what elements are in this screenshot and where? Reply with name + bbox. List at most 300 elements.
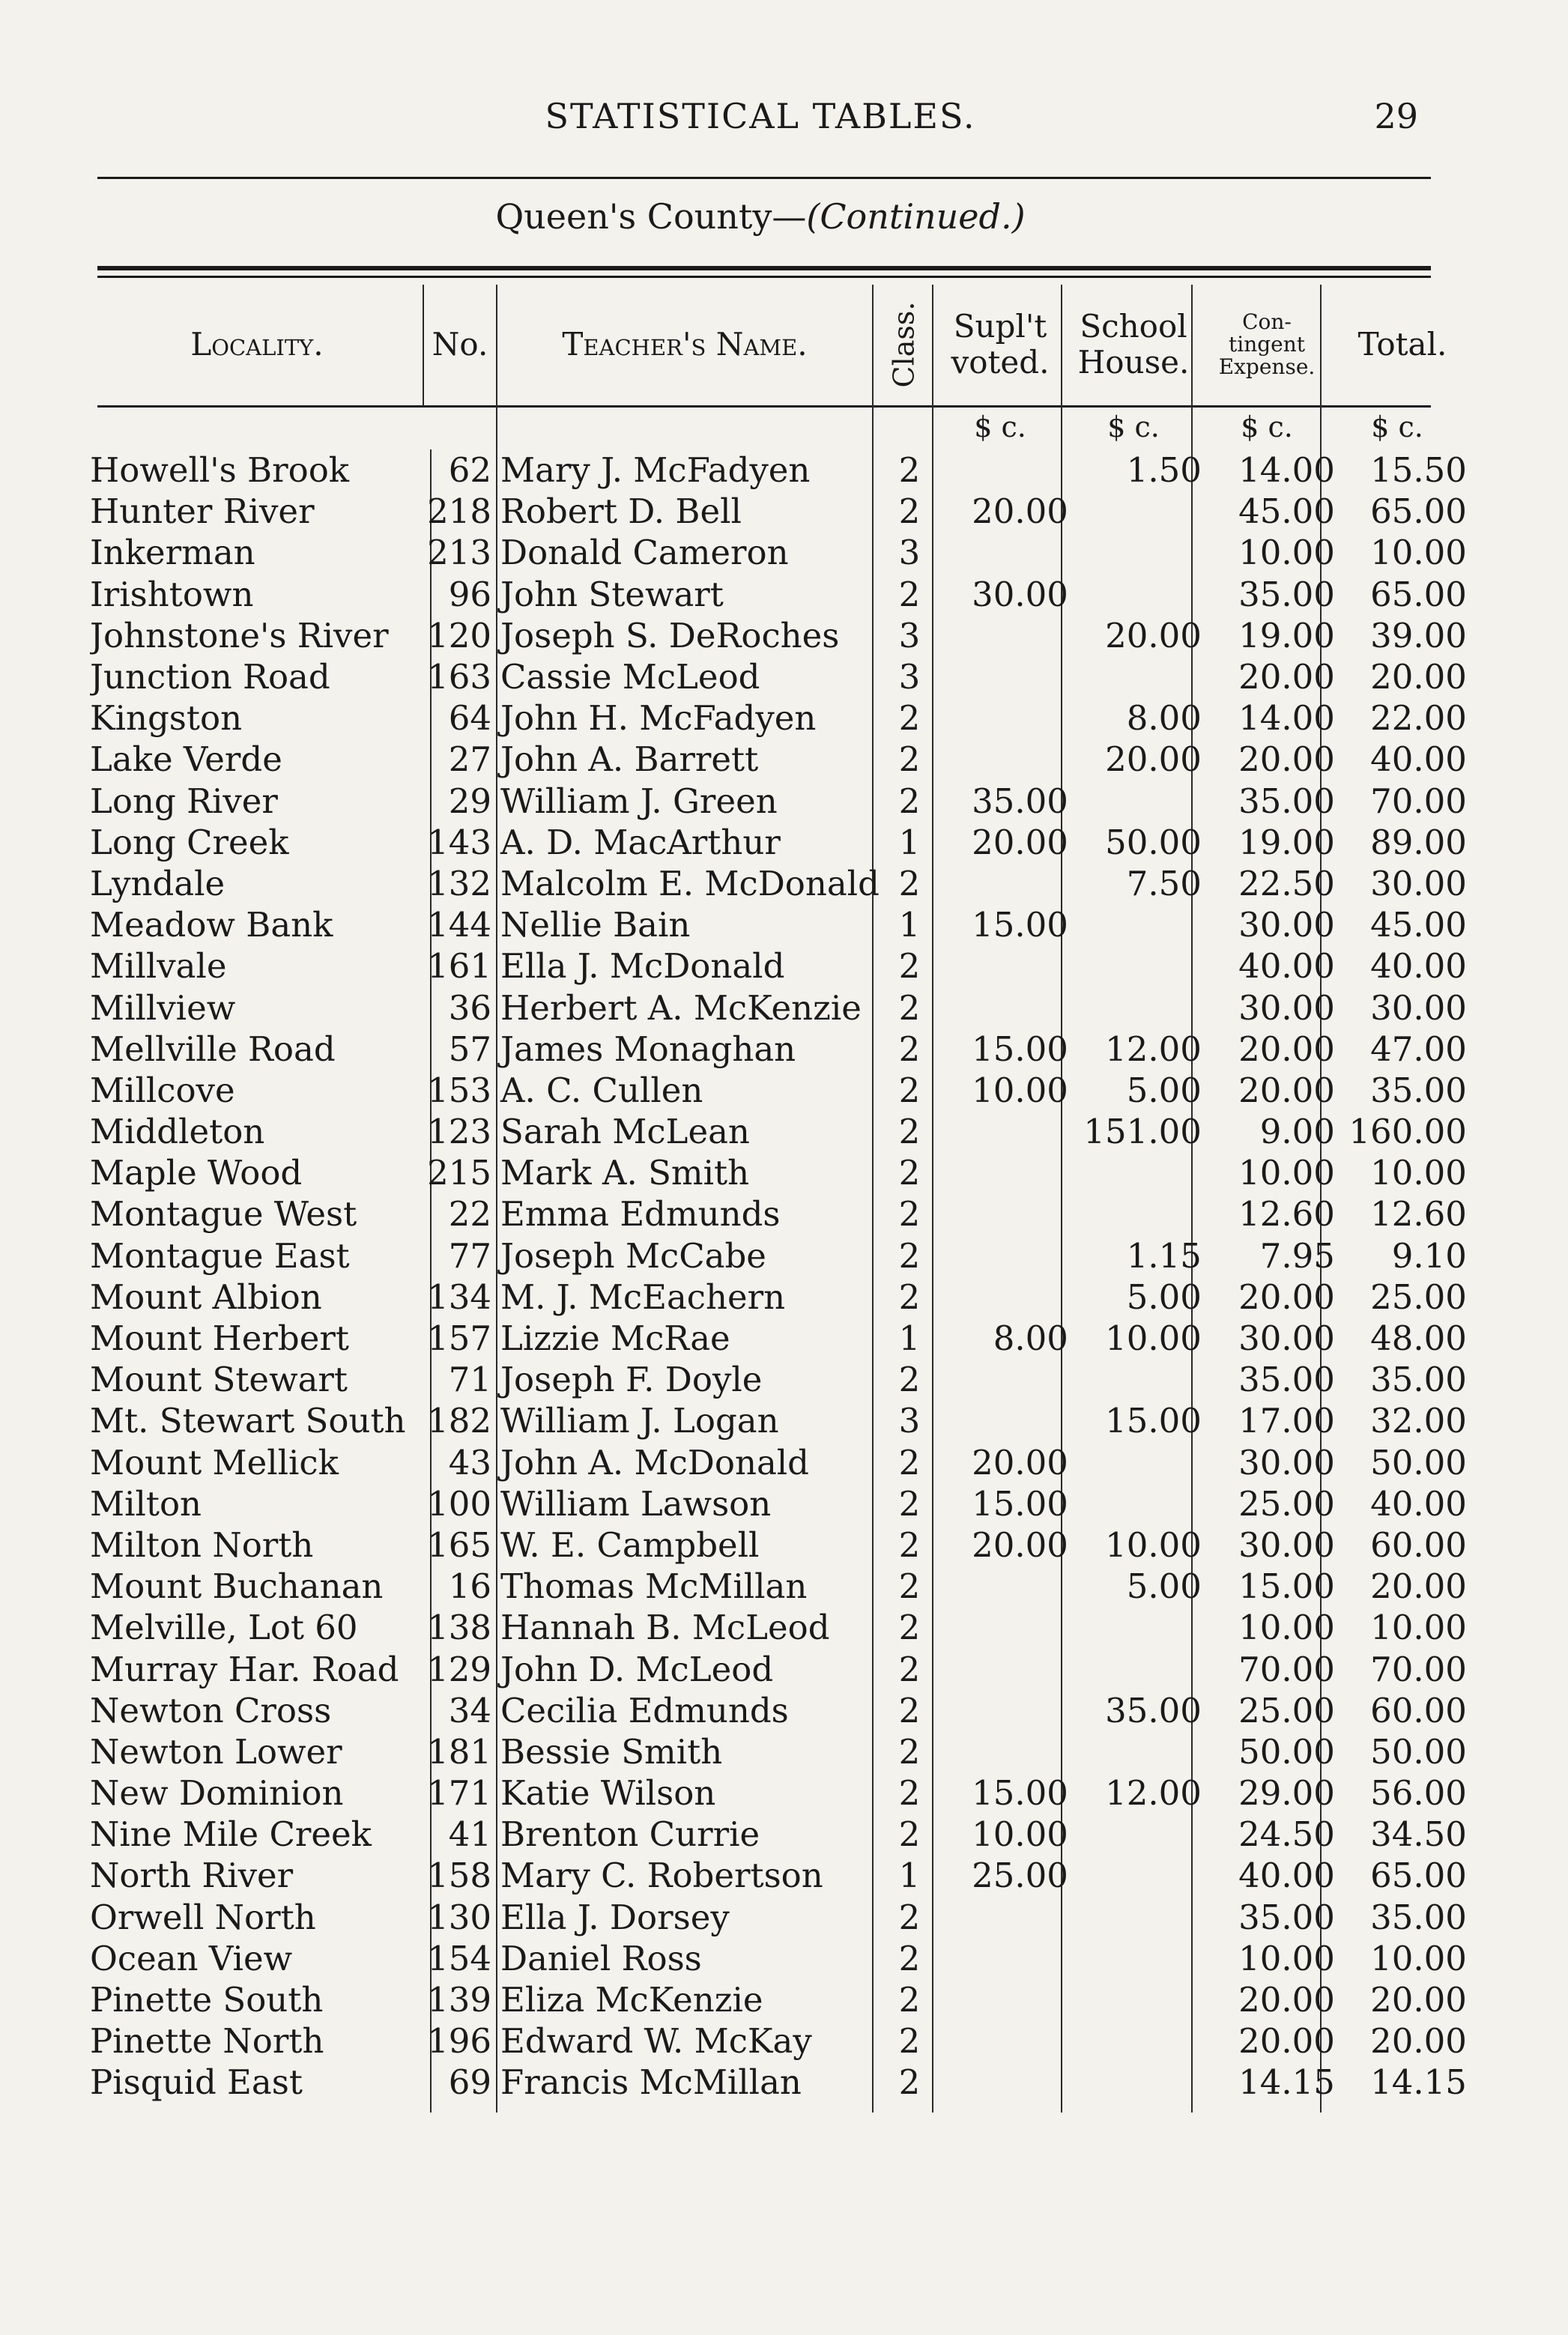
total-cell: 20.00 (1370, 657, 1467, 697)
class-cell: 2 (898, 574, 921, 614)
table-row (90, 1193, 1477, 1235)
contingent-cell: 30.00 (1238, 905, 1335, 945)
teacher-name-cell: Malcolm E. McDonald (500, 863, 880, 903)
supplement-cell (939, 1193, 1073, 1235)
teacher-name-cell: Hannah B. McLeod (500, 1608, 830, 1648)
number-cell: 161 (427, 946, 491, 987)
total-cell: 40.00 (1370, 946, 1467, 987)
total-cell: 60.00 (1370, 1690, 1467, 1730)
teacher-name-cell: James Monaghan (500, 1029, 796, 1069)
contingent-cell: 20.00 (1238, 1029, 1335, 1069)
school-house-cell: 1.50 (1126, 450, 1202, 491)
total-cell: 35.00 (1370, 1070, 1467, 1110)
teacher-name-cell: John A. McDonald (500, 1442, 809, 1483)
class-cell: 2 (898, 1897, 921, 1937)
column-header-supplement (933, 285, 1067, 405)
school-house-cell (1073, 574, 1206, 615)
table-row (90, 1318, 1477, 1359)
supplement-cell: 10.00 (972, 1814, 1068, 1855)
class-cell: 2 (898, 1483, 921, 1524)
number-cell: 165 (427, 1524, 491, 1565)
locality-cell: Mount Buchanan (90, 1566, 384, 1607)
teacher-name-cell: Cassie McLeod (500, 657, 760, 697)
supplement-cell (939, 739, 1073, 780)
supplement-cell (939, 697, 1073, 739)
supplement-cell (939, 1400, 1073, 1441)
number-cell: 96 (448, 574, 491, 614)
locality-cell: Middleton (90, 1112, 265, 1152)
supplement-cell: 15.00 (972, 1773, 1068, 1814)
teacher-name-cell: William J. Green (500, 781, 778, 821)
class-cell: 3 (898, 615, 921, 655)
supplement-cell: 20.00 (972, 1442, 1068, 1483)
school-house-cell: 15.00 (1105, 1401, 1202, 1441)
table-top-rule-thin (97, 276, 1431, 278)
table-row (90, 532, 1477, 573)
table-row (90, 1070, 1477, 1111)
school-house-cell (1073, 1979, 1206, 2020)
locality-cell: Millview (90, 987, 236, 1028)
page-number: 29 (1374, 96, 1418, 136)
total-cell: 70.00 (1370, 1649, 1467, 1689)
contingent-cell: 20.00 (1238, 1980, 1335, 2020)
number-cell: 171 (427, 1773, 491, 1814)
locality-cell: New Dominion (90, 1773, 344, 1814)
total-cell: 70.00 (1370, 781, 1467, 821)
school-house-cell (1073, 1938, 1206, 1979)
locality-cell: Ocean View (90, 1938, 293, 1978)
number-cell: 62 (448, 450, 491, 491)
class-cell: 2 (898, 863, 921, 903)
school-label-1: School (1080, 308, 1187, 345)
supplement-cell (939, 1111, 1073, 1152)
table-top-rule (97, 266, 1431, 270)
teacher-name-cell: Lizzie McRae (500, 1318, 730, 1359)
number-cell: 196 (427, 2021, 491, 2062)
locality-cell: Murray Har. Road (90, 1649, 399, 1689)
number-cell: 153 (427, 1070, 491, 1110)
locality-cell: Mt. Stewart South (90, 1401, 406, 1441)
locality-cell: Melville, Lot 60 (90, 1608, 358, 1648)
table-row (90, 1111, 1477, 1152)
number-cell: 181 (427, 1731, 491, 1772)
school-house-cell (1073, 1897, 1206, 1938)
teacher-name-cell: Sarah McLean (500, 1112, 750, 1152)
supplement-cell (939, 656, 1073, 697)
teacher-name-cell: John H. McFadyen (500, 698, 817, 739)
number-cell: 36 (448, 987, 491, 1028)
contingent-cell: 7.95 (1259, 1235, 1335, 1276)
number-cell: 123 (427, 1112, 491, 1152)
number-cell: 69 (448, 2062, 491, 2103)
class-cell: 2 (898, 698, 921, 739)
total-cell: 89.00 (1370, 822, 1467, 862)
table-row (90, 491, 1477, 532)
table-row (90, 1276, 1477, 1318)
contingent-cell: 20.00 (1238, 657, 1335, 697)
total-cell: 10.00 (1370, 1153, 1467, 1193)
school-house-cell: 1.15 (1126, 1235, 1202, 1276)
school-house-cell: 20.00 (1105, 615, 1202, 655)
contingent-cell: 35.00 (1238, 781, 1335, 821)
table-row (90, 1814, 1477, 1855)
units-total: $ c. (1371, 411, 1423, 443)
supplement-cell (939, 1566, 1073, 1607)
teacher-name-cell: A. D. MacArthur (500, 822, 781, 862)
class-cell: 2 (898, 1938, 921, 1978)
class-cell: 2 (898, 987, 921, 1028)
total-cell: 12.60 (1370, 1194, 1467, 1235)
contingent-cell: 70.00 (1238, 1649, 1335, 1689)
total-cell: 50.00 (1370, 1731, 1467, 1772)
class-cell: 3 (898, 657, 921, 697)
locality-cell: Lyndale (90, 863, 225, 903)
supplement-cell (939, 1897, 1073, 1938)
teacher-name-cell: William Lawson (500, 1483, 772, 1524)
class-cell: 2 (898, 1980, 921, 2020)
locality-cell: Mount Stewart (90, 1360, 348, 1400)
table-row (90, 739, 1477, 780)
locality-cell: Long Creek (90, 822, 289, 862)
contingent-cell: 40.00 (1238, 1856, 1335, 1896)
class-cell: 2 (898, 1360, 921, 1400)
number-cell: 134 (427, 1276, 491, 1317)
column-header-school-house (1067, 285, 1200, 405)
column-header-total: Total. (1357, 326, 1447, 363)
number-cell: 143 (427, 822, 491, 862)
total-cell: 65.00 (1370, 1856, 1467, 1896)
class-cell: 2 (898, 450, 921, 491)
class-cell: 2 (898, 1731, 921, 1772)
supplement-cell (939, 987, 1073, 1028)
table-row (90, 822, 1477, 863)
number-cell: 57 (448, 1029, 491, 1069)
number-cell: 182 (427, 1401, 491, 1441)
supplement-cell: 15.00 (972, 1483, 1068, 1524)
locality-cell: Millcove (90, 1070, 235, 1110)
teacher-name-cell: John A. Barrett (500, 739, 759, 780)
supplement-cell (939, 1607, 1073, 1648)
number-cell: 71 (448, 1360, 491, 1400)
table-row (90, 697, 1477, 739)
locality-cell: Lake Verde (90, 739, 282, 780)
school-house-cell: 5.00 (1126, 1566, 1202, 1607)
number-cell: 138 (427, 1608, 491, 1648)
school-house-cell (1073, 491, 1206, 532)
supplement-cell: 15.00 (972, 1029, 1068, 1069)
table-row (90, 904, 1477, 945)
number-cell: 100 (427, 1483, 491, 1524)
number-cell: 120 (427, 615, 491, 655)
total-cell: 56.00 (1370, 1773, 1467, 1814)
number-cell: 77 (448, 1235, 491, 1276)
school-house-cell: 7.50 (1126, 863, 1202, 903)
table-body (90, 449, 1477, 2104)
locality-cell: Pinette South (90, 1980, 324, 2020)
teacher-name-cell: M. J. McEachern (500, 1276, 786, 1317)
school-house-cell (1073, 1855, 1206, 1896)
teacher-name-cell: Joseph S. DeRoches (500, 615, 840, 655)
school-house-cell (1073, 1607, 1206, 1648)
running-title: STATISTICAL TABLES. (545, 96, 976, 136)
school-house-cell: 35.00 (1105, 1690, 1202, 1730)
table-row (90, 1648, 1477, 1689)
column-header-class: Class. (887, 301, 920, 388)
total-cell: 65.00 (1370, 491, 1467, 532)
school-house-cell (1073, 1193, 1206, 1235)
column-header-class-cell (874, 285, 933, 405)
supplement-cell (939, 1731, 1073, 1772)
supplement-cell: 30.00 (972, 574, 1068, 614)
school-house-cell (1073, 945, 1206, 987)
contingent-cell: 35.00 (1238, 1360, 1335, 1400)
total-cell: 40.00 (1370, 739, 1467, 780)
supplement-cell (939, 1235, 1073, 1276)
table-row (90, 574, 1477, 615)
contingent-cell: 30.00 (1238, 1318, 1335, 1359)
teacher-name-cell: Daniel Ross (500, 1938, 702, 1978)
contingent-cell: 20.00 (1238, 1070, 1335, 1110)
class-cell: 1 (898, 822, 921, 862)
total-cell: 20.00 (1370, 2021, 1467, 2062)
units-school: $ c. (1107, 411, 1160, 443)
table-row (90, 615, 1477, 656)
table-row (90, 1897, 1477, 1938)
contingent-cell: 17.00 (1238, 1401, 1335, 1441)
school-house-cell: 12.00 (1105, 1773, 1202, 1814)
units-supplement: $ c. (974, 411, 1026, 443)
class-cell: 2 (898, 1153, 921, 1193)
supplement-label-2: voted. (951, 344, 1050, 381)
supplement-cell: 10.00 (972, 1070, 1068, 1110)
contingent-cell: 30.00 (1238, 1524, 1335, 1565)
locality-cell: Montague East (90, 1235, 350, 1276)
total-cell: 10.00 (1370, 533, 1467, 573)
supplement-cell (939, 1938, 1073, 1979)
locality-cell: Newton Lower (90, 1731, 342, 1772)
header-rule (97, 177, 1431, 179)
table-row (90, 1690, 1477, 1731)
total-cell: 25.00 (1370, 1276, 1467, 1317)
number-cell: 129 (427, 1649, 491, 1689)
contingent-cell: 10.00 (1238, 1938, 1335, 1978)
supplement-cell (939, 1152, 1073, 1193)
locality-cell: Mount Mellick (90, 1442, 339, 1483)
table-row (90, 1524, 1477, 1566)
school-house-cell (1073, 2020, 1206, 2062)
class-cell: 1 (898, 1856, 921, 1896)
table-row (90, 945, 1477, 987)
total-cell: 10.00 (1370, 1938, 1467, 1978)
contingent-cell: 20.00 (1238, 1276, 1335, 1317)
table-row (90, 1483, 1477, 1524)
teacher-name-cell: Joseph F. Doyle (500, 1360, 763, 1400)
class-cell: 2 (898, 1029, 921, 1069)
number-cell: 144 (427, 905, 491, 945)
contingent-cell: 20.00 (1238, 2021, 1335, 2062)
number-cell: 163 (427, 657, 491, 697)
locality-cell: Milton North (90, 1524, 314, 1565)
supplement-cell (939, 2062, 1073, 2103)
supplement-cell: 35.00 (972, 781, 1068, 821)
supplement-cell (939, 1690, 1073, 1731)
contingent-cell: 25.00 (1238, 1483, 1335, 1524)
contingent-cell: 50.00 (1238, 1731, 1335, 1772)
contingent-cell: 10.00 (1238, 533, 1335, 573)
teacher-name-cell: Edward W. McKay (500, 2021, 812, 2062)
number-cell: 139 (427, 1980, 491, 2020)
class-cell: 2 (898, 1112, 921, 1152)
contingent-cell: 22.50 (1238, 863, 1335, 903)
total-cell: 34.50 (1370, 1814, 1467, 1855)
table-row (90, 1235, 1477, 1276)
contingent-cell: 19.00 (1238, 615, 1335, 655)
locality-cell: Maple Wood (90, 1153, 303, 1193)
school-house-cell: 5.00 (1126, 1276, 1202, 1317)
total-cell: 48.00 (1370, 1318, 1467, 1359)
statistics-table (90, 449, 1477, 2104)
locality-cell: Newton Cross (90, 1690, 332, 1730)
table-row (90, 2020, 1477, 2062)
table-row (90, 1152, 1477, 1193)
locality-cell: Junction Road (90, 657, 330, 697)
school-house-cell (1073, 1152, 1206, 1193)
total-cell: 9.10 (1391, 1235, 1467, 1276)
number-cell: 43 (448, 1442, 491, 1483)
total-cell: 30.00 (1370, 987, 1467, 1028)
total-cell: 60.00 (1370, 1524, 1467, 1565)
number-cell: 158 (427, 1856, 491, 1896)
class-cell: 2 (898, 1070, 921, 1110)
total-cell: 40.00 (1370, 1483, 1467, 1524)
supplement-cell (939, 449, 1073, 491)
total-cell: 47.00 (1370, 1029, 1467, 1069)
school-house-cell: 12.00 (1105, 1029, 1202, 1069)
number-cell: 29 (448, 781, 491, 821)
contingent-cell: 14.00 (1238, 450, 1335, 491)
supplement-cell (939, 1276, 1073, 1318)
table-row (90, 1442, 1477, 1483)
class-cell: 3 (898, 533, 921, 573)
school-house-cell: 5.00 (1126, 1070, 1202, 1110)
school-house-cell: 8.00 (1126, 698, 1202, 739)
column-header-no: No. (432, 326, 488, 363)
number-cell: 27 (448, 739, 491, 780)
number-cell: 213 (427, 533, 491, 573)
teacher-name-cell: Donald Cameron (500, 533, 789, 573)
class-cell: 2 (898, 1773, 921, 1814)
class-cell: 2 (898, 1235, 921, 1276)
supplement-cell: 20.00 (972, 1524, 1068, 1565)
teacher-name-cell: Herbert A. McKenzie (500, 987, 862, 1028)
table-row (90, 1855, 1477, 1896)
school-house-cell (1073, 2062, 1206, 2103)
column-divider (423, 285, 424, 406)
locality-cell: Mount Albion (90, 1276, 322, 1317)
contingent-cell: 25.00 (1238, 1690, 1335, 1730)
locality-cell: Milton (90, 1483, 202, 1524)
table-row (90, 1938, 1477, 1979)
supplement-cell (939, 1979, 1073, 2020)
contingent-label-3: Expense. (1218, 354, 1316, 379)
total-cell: 160.00 (1348, 1112, 1467, 1152)
locality-cell: Inkerman (90, 533, 255, 573)
number-cell: 215 (427, 1153, 491, 1193)
locality-cell: Orwell North (90, 1897, 316, 1937)
supplement-cell (939, 1359, 1073, 1400)
teacher-name-cell: Mary J. McFadyen (500, 450, 811, 491)
locality-cell: Mellville Road (90, 1029, 336, 1069)
table-row (90, 1731, 1477, 1772)
class-cell: 1 (898, 1318, 921, 1359)
teacher-name-cell: Francis McMillan (500, 2062, 802, 2103)
table-row (90, 1979, 1477, 2020)
header-bottom-rule (97, 405, 1431, 408)
contingent-cell: 35.00 (1238, 574, 1335, 614)
table-row (90, 1400, 1477, 1441)
school-house-cell: 151.00 (1083, 1112, 1202, 1152)
locality-cell: Montague West (90, 1194, 357, 1235)
total-cell: 45.00 (1370, 905, 1467, 945)
number-cell: 64 (448, 698, 491, 739)
locality-cell: Irishtown (90, 574, 254, 614)
contingent-cell: 9.00 (1259, 1112, 1335, 1152)
class-cell: 2 (898, 1814, 921, 1855)
supplement-cell (939, 615, 1073, 656)
teacher-name-cell: Bessie Smith (500, 1731, 723, 1772)
class-cell: 2 (898, 781, 921, 821)
school-house-cell (1073, 1648, 1206, 1689)
total-cell: 32.00 (1370, 1401, 1467, 1441)
total-cell: 22.00 (1370, 698, 1467, 739)
school-house-cell (1073, 656, 1206, 697)
contingent-cell: 40.00 (1238, 946, 1335, 987)
number-cell: 22 (448, 1194, 491, 1235)
subtitle-main: Queen's County— (495, 196, 807, 237)
class-cell: 2 (898, 2021, 921, 2062)
table-subtitle (0, 196, 1521, 237)
table-row (90, 656, 1477, 697)
table-row (90, 1566, 1477, 1607)
number-cell: 41 (448, 1814, 491, 1855)
total-cell: 65.00 (1370, 574, 1467, 614)
class-cell: 2 (898, 1608, 921, 1648)
total-cell: 10.00 (1370, 1608, 1467, 1648)
locality-cell: Pisquid East (90, 2062, 303, 2103)
table-row (90, 1772, 1477, 1814)
supplement-cell (939, 863, 1073, 904)
contingent-cell: 24.50 (1238, 1814, 1335, 1855)
locality-cell: Millvale (90, 946, 227, 987)
locality-cell: Meadow Bank (90, 905, 333, 945)
table-row (90, 2062, 1477, 2103)
teacher-name-cell: Thomas McMillan (500, 1566, 808, 1607)
class-cell: 2 (898, 1524, 921, 1565)
number-cell: 218 (427, 491, 491, 532)
contingent-cell: 45.00 (1238, 491, 1335, 532)
locality-cell: Kingston (90, 698, 243, 739)
table-row (90, 1359, 1477, 1400)
teacher-name-cell: Nellie Bain (500, 905, 691, 945)
supplement-cell: 20.00 (972, 822, 1068, 862)
supplement-cell: 8.00 (993, 1318, 1068, 1359)
school-house-cell (1073, 1731, 1206, 1772)
contingent-cell: 35.00 (1238, 1897, 1335, 1937)
units-contingent: $ c. (1241, 411, 1293, 443)
teacher-name-cell: Mark A. Smith (500, 1153, 750, 1193)
teacher-name-cell: John D. McLeod (500, 1649, 774, 1689)
school-house-cell (1073, 1483, 1206, 1524)
